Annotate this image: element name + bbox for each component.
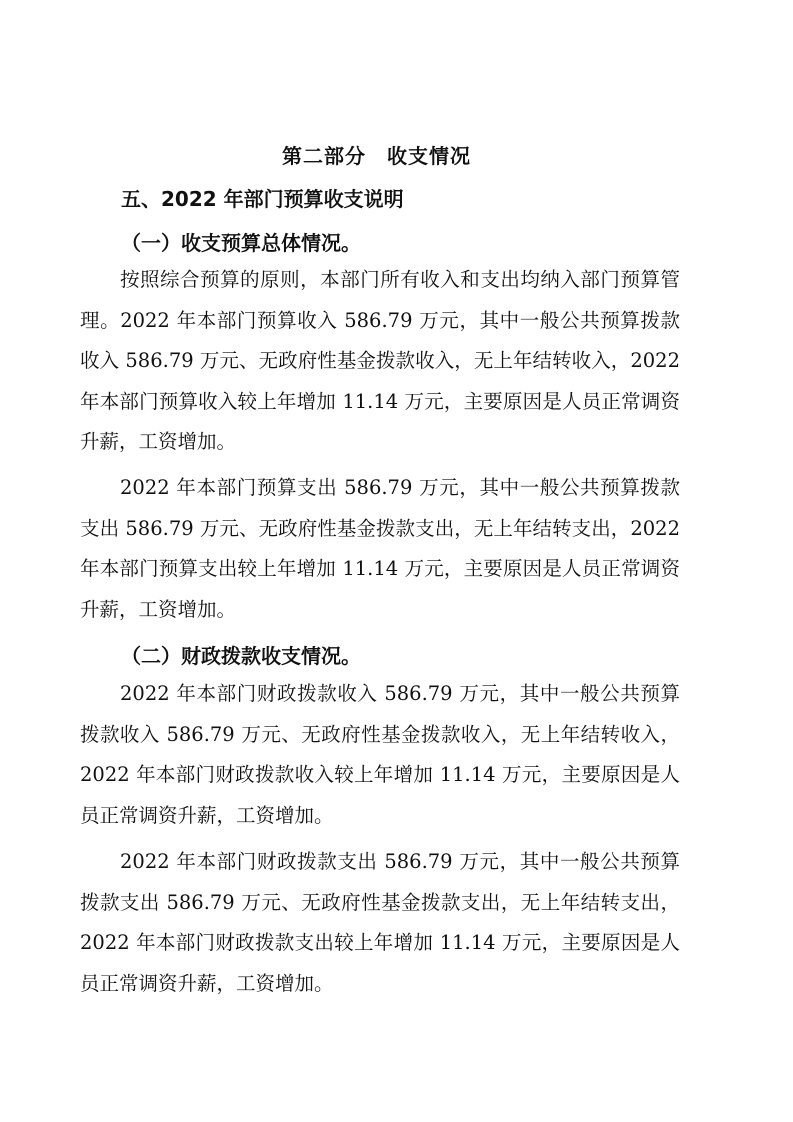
section-heading: 五、2022 年部门预算收支说明	[121, 187, 404, 211]
paragraph-fiscal-income: 2022 年本部门财政拨款收入 586.79 万元，其中一般公共预算拨款收入 586.79 万元、无政府性基金拨款收入，无上年结转收入，2022 年本部门财政拨款收入较上年增加 11.14 万元，主要原因是人员正常调资升薪，工资增加。	[80, 682, 680, 827]
paragraph-budget-expenditure: 2022 年本部门预算支出 586.79 万元，其中一般公共预算拨款支出 586.79 万元、无政府性基金拨款支出，无上年结转支出，2022 年本部门预算支出较上年增加 11.14 万元，主要原因是人员正常调资升薪，工资增加。	[80, 476, 680, 621]
subsection-heading-fiscal: （二）财政拨款收支情况。	[121, 644, 361, 668]
part-title: 第二部分 收支情况	[282, 144, 471, 168]
paragraph-budget-principle: 按照综合预算的原则，本部门所有收入和支出均纳入部门预算管理。2022 年本部门预算收入 586.79 万元，其中一般公共预算拨款收入 586.79 万元、无政府性基金拨款收入，无上年结转收入，2022 年本部门预算收入较上年增加 11.14 万元，主要原因是人员正常调资升薪，工资增加。	[80, 268, 680, 453]
paragraph-fiscal-expenditure: 2022 年本部门财政拨款支出 586.79 万元，其中一般公共预算拨款支出 586.79 万元、无政府性基金拨款支出，无上年结转支出，2022 年本部门财政拨款支出较上年增加 11.14 万元，主要原因是人员正常调资升薪，工资增加。	[80, 850, 680, 995]
subsection-heading-overall: （一）收支预算总体情况。	[121, 231, 361, 255]
